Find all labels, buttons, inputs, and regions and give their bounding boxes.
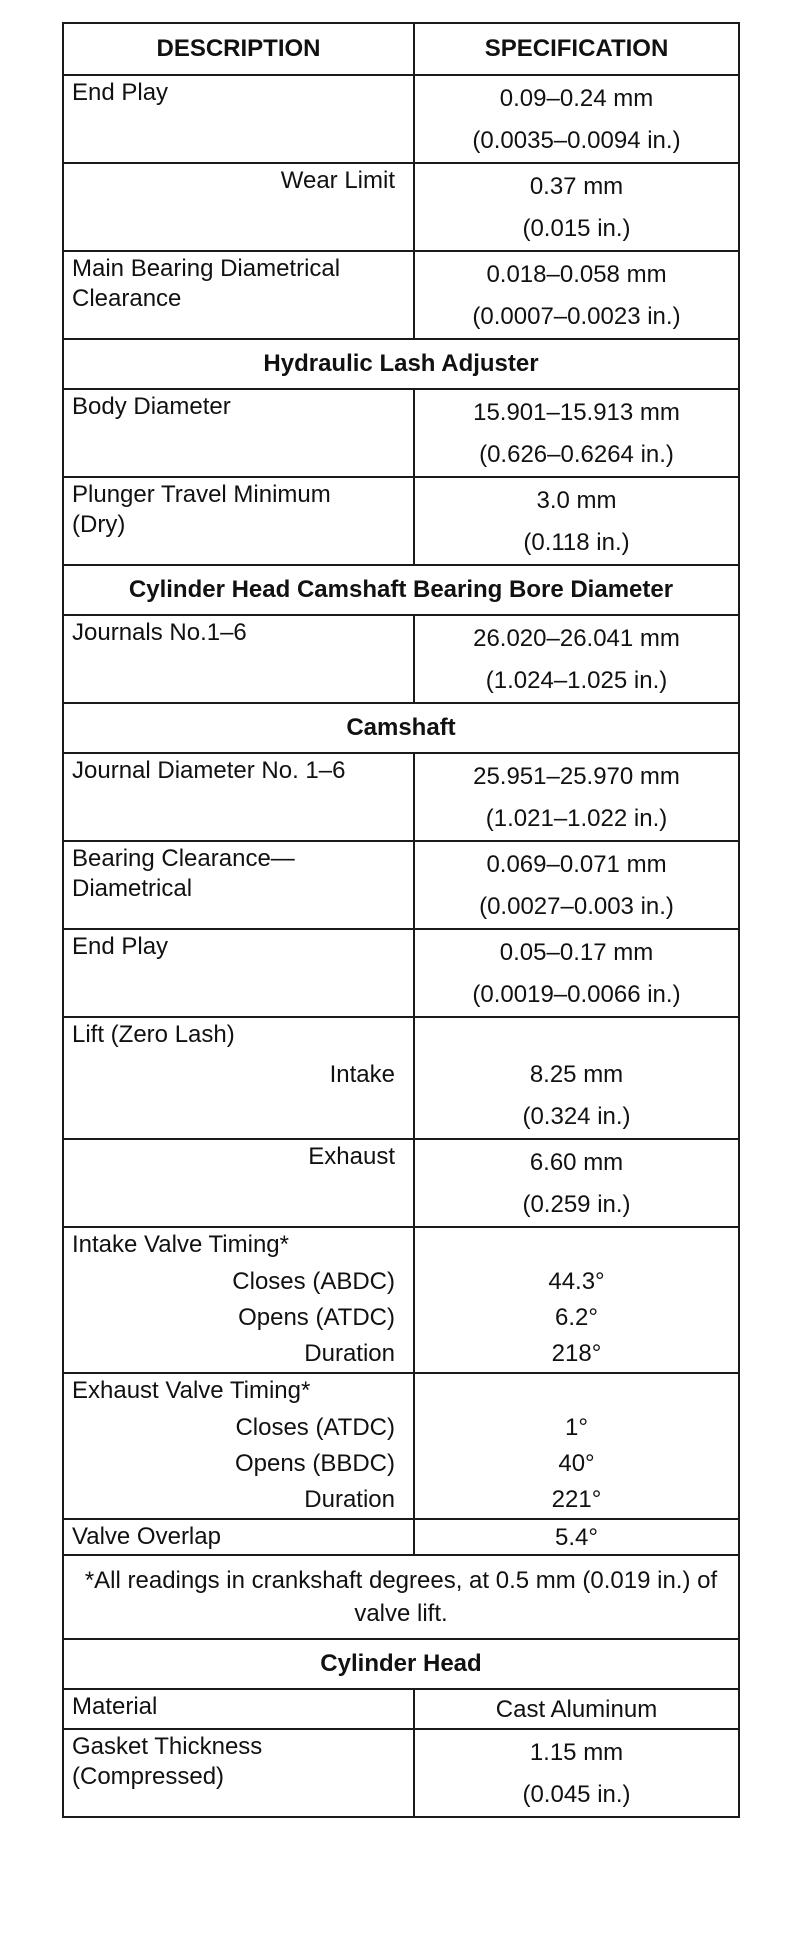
desc-text: Journal Diameter No. 1–6	[72, 757, 346, 784]
desc-cell	[63, 1139, 414, 1227]
spec-imperial: (0.324 in.)	[522, 1103, 631, 1130]
table-row	[63, 615, 739, 703]
header-row	[63, 23, 739, 75]
table-row	[63, 841, 739, 929]
table-row	[63, 1729, 739, 1817]
spec-metric: 0.05–0.17 mm	[499, 939, 654, 966]
spec-imperial: (1.024–1.025 in.)	[485, 667, 668, 694]
section-row	[63, 1639, 739, 1689]
spec-imperial: (0.0019–0.0066 in.)	[472, 981, 681, 1008]
desc-cell	[63, 841, 414, 929]
spec-cell	[414, 1017, 739, 1139]
header-specification: SPECIFICATION	[414, 23, 739, 75]
spec-metric: 6.60 mm	[529, 1149, 624, 1176]
section-row	[63, 565, 739, 615]
spec-imperial: (0.0035–0.0094 in.)	[472, 127, 681, 154]
spec-value: 221°	[551, 1486, 602, 1513]
section-hydraulic-lash-adjuster: Hydraulic Lash Adjuster	[63, 339, 739, 389]
desc-cell	[63, 389, 414, 477]
desc-sublabel: Intake	[329, 1061, 395, 1088]
table-row	[63, 251, 739, 339]
section-row	[63, 703, 739, 753]
spec-value: 5.4°	[555, 1524, 598, 1551]
spec-cell	[414, 1689, 739, 1729]
desc-text: Intake Valve Timing*	[72, 1231, 289, 1258]
desc-text: Gasket Thickness	[72, 1733, 263, 1760]
spec-value: 40°	[558, 1450, 595, 1477]
spec-cell	[414, 1227, 739, 1373]
table-row	[63, 75, 739, 163]
table-row	[63, 1689, 739, 1729]
spec-cell	[414, 1519, 739, 1555]
desc-cell	[63, 929, 414, 1017]
desc-cell	[63, 75, 414, 163]
spec-page	[62, 22, 738, 1818]
spec-value: 6.2°	[555, 1304, 598, 1331]
table-row	[63, 753, 739, 841]
spec-metric: 15.901–15.913 mm	[473, 399, 680, 426]
desc-text: Body Diameter	[72, 393, 231, 420]
desc-sublabel: Duration	[304, 1486, 395, 1513]
desc-text: (Dry)	[72, 511, 126, 538]
desc-cell	[63, 477, 414, 565]
desc-cell	[63, 1519, 414, 1555]
spec-imperial: (0.626–0.6264 in.)	[479, 441, 674, 468]
section-camshaft: Camshaft	[63, 703, 739, 753]
table-row	[63, 1227, 739, 1373]
spec-cell	[414, 841, 739, 929]
section-bearing-bore-diameter: Cylinder Head Camshaft Bearing Bore Diameter	[63, 565, 739, 615]
spec-value: Cast Aluminum	[495, 1696, 658, 1723]
desc-text: Bearing Clearance—	[72, 845, 295, 872]
spec-cell	[414, 753, 739, 841]
desc-sublabel: Closes (ABDC)	[232, 1268, 395, 1295]
desc-text: Lift (Zero Lash)	[72, 1021, 235, 1048]
table-row	[63, 929, 739, 1017]
desc-text: Main Bearing Diametrical	[72, 255, 341, 282]
spec-metric: 0.018–0.058 mm	[486, 261, 667, 288]
spec-cell	[414, 615, 739, 703]
desc-text: Diametrical	[72, 875, 193, 902]
spec-cell	[414, 75, 739, 163]
table-row	[63, 1373, 739, 1519]
spec-table	[62, 22, 740, 1818]
desc-text: Valve Overlap	[72, 1523, 221, 1550]
desc-cell	[63, 1017, 414, 1139]
desc-cell	[63, 615, 414, 703]
spec-value: 218°	[551, 1340, 602, 1367]
desc-sublabel: Opens (ATDC)	[238, 1304, 395, 1331]
spec-metric: 0.09–0.24 mm	[499, 85, 654, 112]
spec-imperial: (0.0007–0.0023 in.)	[472, 303, 681, 330]
spec-cell	[414, 1139, 739, 1227]
table-row	[63, 1139, 739, 1227]
spec-cell	[414, 389, 739, 477]
desc-text: Material	[72, 1693, 158, 1720]
spec-cell	[414, 477, 739, 565]
spec-cell	[414, 1729, 739, 1817]
spec-value: 44.3°	[548, 1268, 605, 1295]
spec-imperial: (0.259 in.)	[522, 1191, 631, 1218]
spec-metric: 26.020–26.041 mm	[473, 625, 680, 652]
footnote: *All readings in crankshaft degrees, at 0.5 mm (0.019 in.) of valve lift.	[63, 1555, 739, 1639]
header-description: DESCRIPTION	[63, 23, 414, 75]
spec-imperial: (0.0027–0.003 in.)	[479, 893, 674, 920]
spec-metric: 3.0 mm	[536, 487, 617, 514]
spec-imperial: (0.045 in.)	[522, 1781, 631, 1808]
spec-metric: 25.951–25.970 mm	[473, 763, 680, 790]
spec-cell	[414, 251, 739, 339]
spec-cell	[414, 163, 739, 251]
desc-cell	[63, 1373, 414, 1519]
spec-metric: 0.069–0.071 mm	[486, 851, 667, 878]
note-row	[63, 1555, 739, 1639]
desc-text: Journals No.1–6	[72, 619, 247, 646]
desc-text: Plunger Travel Minimum	[72, 481, 331, 508]
desc-text: End Play	[72, 79, 169, 106]
desc-cell	[63, 251, 414, 339]
desc-sublabel: Duration	[304, 1340, 395, 1367]
desc-text: Exhaust	[308, 1143, 395, 1170]
desc-text: (Compressed)	[72, 1763, 225, 1790]
spec-imperial: (0.015 in.)	[522, 215, 631, 242]
spec-metric: 0.37 mm	[529, 173, 624, 200]
desc-text: Exhaust Valve Timing*	[72, 1377, 311, 1404]
desc-cell	[63, 163, 414, 251]
spec-metric: 1.15 mm	[529, 1739, 624, 1766]
spec-metric: 8.25 mm	[529, 1061, 624, 1088]
spec-cell	[414, 929, 739, 1017]
table-row	[63, 1519, 739, 1555]
desc-cell	[63, 1227, 414, 1373]
desc-sublabel: Closes (ATDC)	[235, 1414, 395, 1441]
section-row	[63, 339, 739, 389]
table-row	[63, 477, 739, 565]
desc-cell	[63, 1689, 414, 1729]
desc-cell	[63, 753, 414, 841]
spec-cell	[414, 1373, 739, 1519]
desc-text: Clearance	[72, 285, 182, 312]
table-row	[63, 1017, 739, 1139]
table-row	[63, 389, 739, 477]
table-row	[63, 163, 739, 251]
spec-imperial: (0.118 in.)	[523, 529, 630, 556]
desc-sublabel: Opens (BBDC)	[234, 1450, 395, 1477]
desc-text: End Play	[72, 933, 169, 960]
desc-text: Wear Limit	[280, 167, 395, 194]
section-cylinder-head: Cylinder Head	[63, 1639, 739, 1689]
spec-value: 1°	[565, 1414, 588, 1441]
desc-cell	[63, 1729, 414, 1817]
spec-imperial: (1.021–1.022 in.)	[485, 805, 668, 832]
